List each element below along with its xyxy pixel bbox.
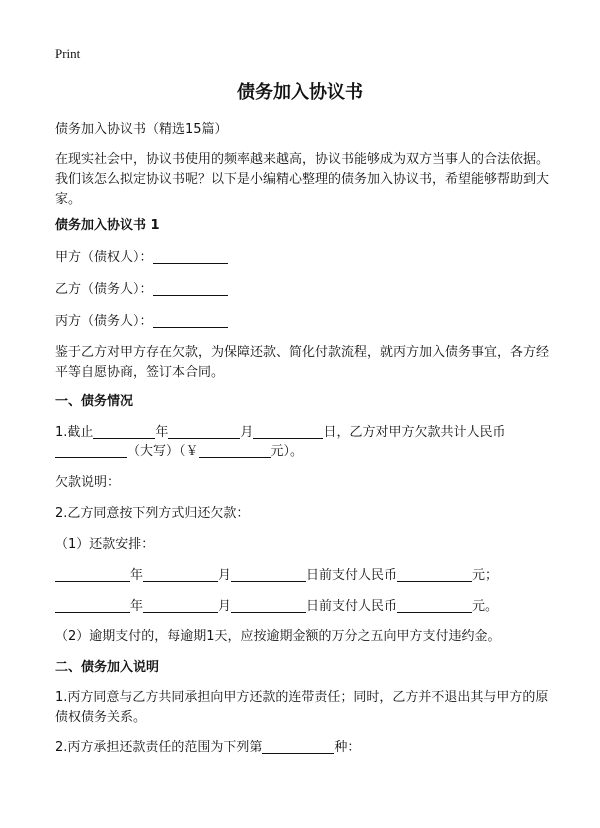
row1-month-blank xyxy=(143,567,218,582)
party-a-line xyxy=(55,248,555,268)
party-b-blank xyxy=(153,281,228,296)
party-c-label: 丙方（债务人）： xyxy=(55,314,153,329)
part1-heading: 一、债务情况 xyxy=(55,394,134,409)
row1-year-blank xyxy=(55,567,130,582)
row2-day-blank xyxy=(231,598,306,613)
part2-heading: 二、债务加入说明 xyxy=(55,660,160,675)
party-a-label: 甲方（债权人）： xyxy=(55,250,153,265)
date-day-blank xyxy=(253,424,323,439)
penalty-clause: （2）逾期支付的，每逾期1天，应按逾期金额的万分之五向甲方支付违约金。 xyxy=(55,629,501,644)
row2-amount-blank xyxy=(397,598,472,613)
party-a-blank xyxy=(153,249,228,264)
debt-item1-line1 xyxy=(55,423,555,443)
row2-month-label: 月 xyxy=(218,599,232,614)
year-label: 年 xyxy=(155,425,169,440)
daxie-label: （大写）（￥ xyxy=(127,444,199,459)
row2-end: 元。 xyxy=(472,599,499,614)
date-month-blank xyxy=(168,424,240,439)
part2-item1: 1.丙方同意与乙方共同承担向甲方还款的连带责任；同时，乙方并不退出其与甲方的原债权债务关系。 xyxy=(55,690,549,725)
part2-item2 xyxy=(55,738,555,758)
row1-amount-blank xyxy=(397,567,472,582)
debt-amount-text: 日，乙方对甲方欠款共计人民币 xyxy=(323,425,506,440)
schedule-label: （1）还款安排： xyxy=(55,537,155,552)
scope-prefix: 2.丙方承担还款责任的范围为下列第 xyxy=(55,740,263,755)
intro-paragraph: 在现实社会中，协议书使用的频率越来越高，协议书能够成为双方当事人的合法依据。我们该怎么拟定协议书呢？以下是小编精心整理的债务加入协议书，希望能够帮助到大家。 xyxy=(55,152,550,207)
row1-pay-text: 日前支付人民币 xyxy=(306,568,398,583)
row2-pay-text: 日前支付人民币 xyxy=(306,599,398,614)
amount-figure-blank xyxy=(199,443,271,458)
debt-note: 欠款说明： xyxy=(55,475,121,490)
row2-year-blank xyxy=(55,598,130,613)
party-c-line xyxy=(55,312,555,332)
section-heading: 债务加入协议书 1 xyxy=(55,218,160,233)
yuan-label: 元）。 xyxy=(270,444,304,459)
row2-year-label: 年 xyxy=(130,599,144,614)
print-link[interactable]: Print xyxy=(55,46,81,61)
repayment-item: 2.乙方同意按下列方式归还欠款： xyxy=(55,506,250,521)
debt-item1-line2 xyxy=(55,442,555,462)
row1-month-label: 月 xyxy=(218,568,232,583)
date-year-blank xyxy=(93,424,155,439)
party-b-label: 乙方（债务人）： xyxy=(55,282,153,297)
scope-blank xyxy=(262,739,334,754)
party-c-blank xyxy=(153,313,228,328)
party-b-line xyxy=(55,280,555,300)
schedule-row-1 xyxy=(55,566,555,586)
amount-blank xyxy=(55,443,127,458)
preamble-paragraph: 鉴于乙方对甲方存在欠款，为保障还款、简化付款流程，就丙方加入债务事宜，各方经平等自愿协商，签订本合同。 xyxy=(55,345,550,380)
scope-suffix: 种： xyxy=(334,740,361,755)
row1-year-label: 年 xyxy=(130,568,144,583)
month-label: 月 xyxy=(240,425,254,440)
row2-month-blank xyxy=(143,598,218,613)
schedule-row-2 xyxy=(55,597,555,617)
page-title: 债务加入协议书 xyxy=(237,82,363,103)
row1-day-blank xyxy=(231,567,306,582)
subtitle: 债务加入协议书（精选15篇） xyxy=(55,122,228,137)
row1-end: 元； xyxy=(472,568,499,583)
debt-item1-prefix: 1.截止 xyxy=(55,425,94,440)
